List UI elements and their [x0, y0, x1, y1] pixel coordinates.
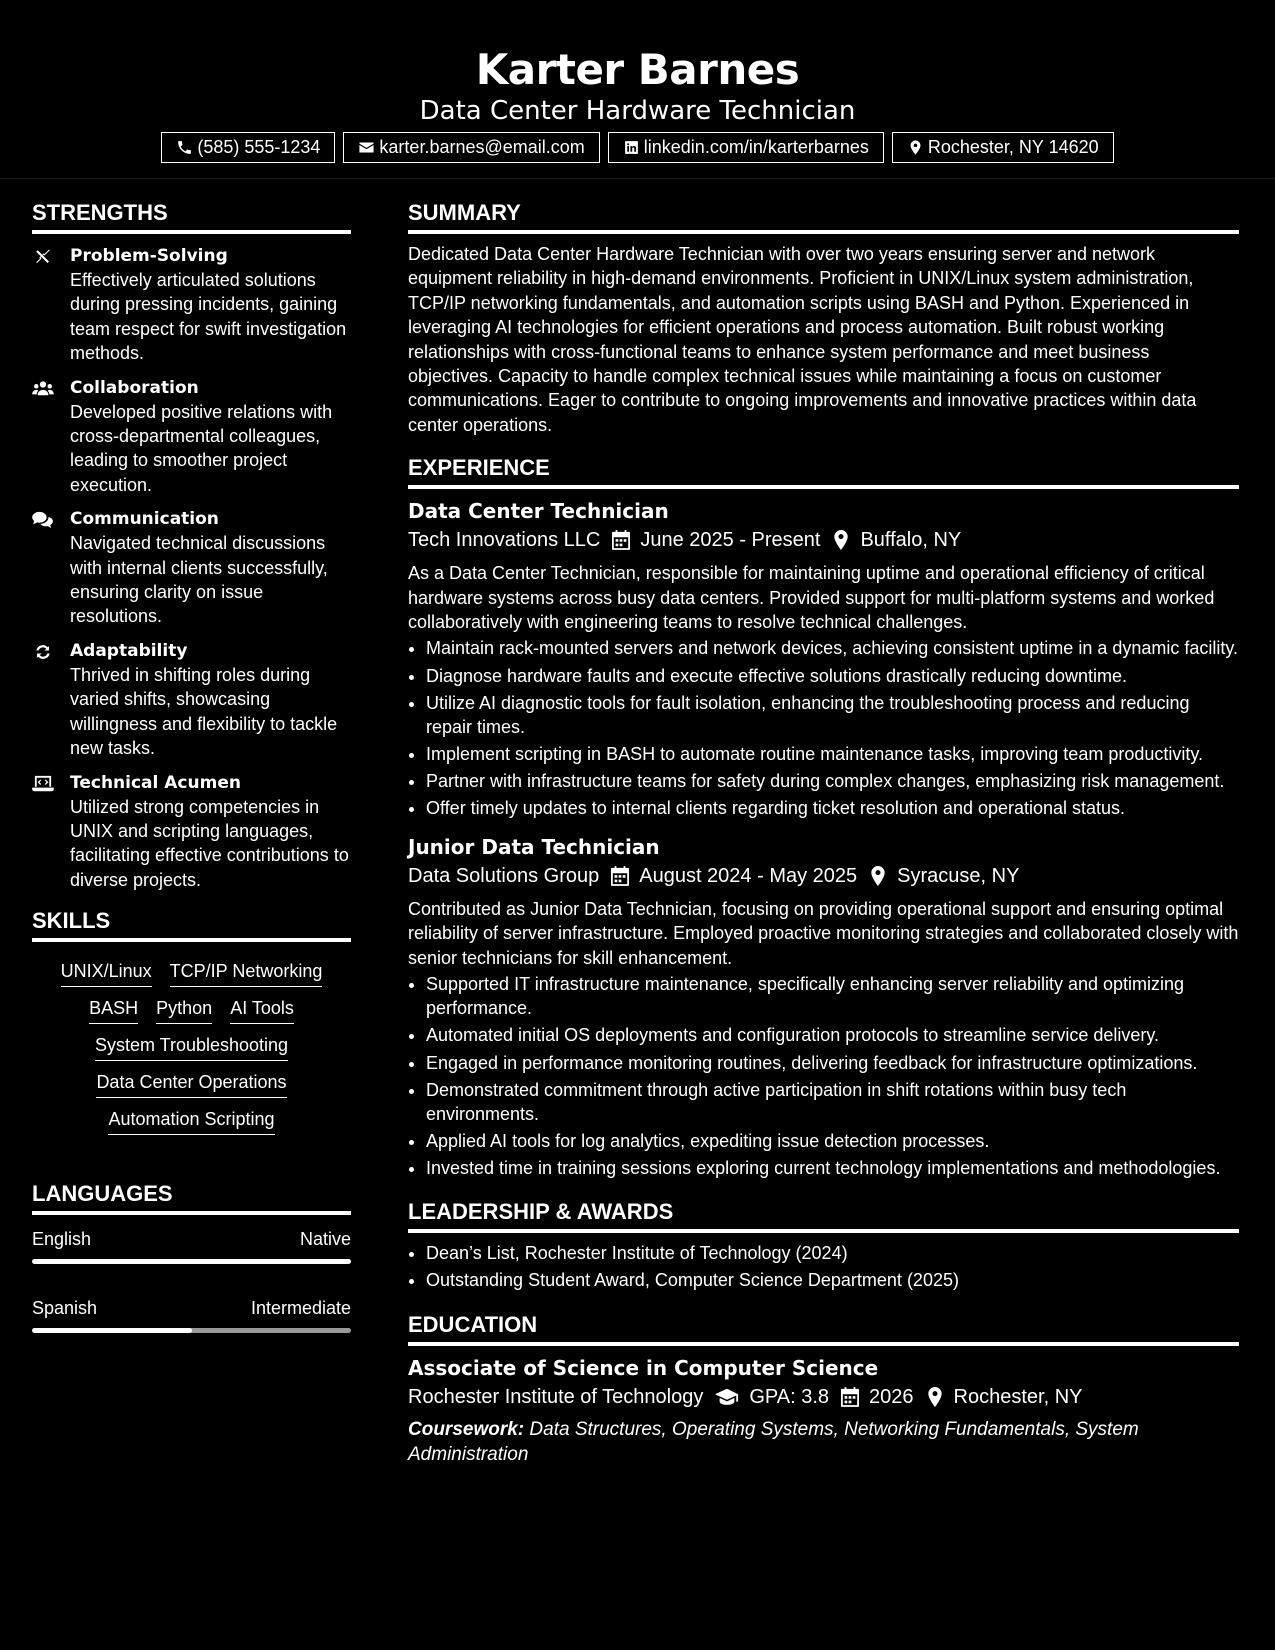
education-gpa: GPA: 3.8	[749, 1386, 830, 1409]
section-title-leadership: LEADERSHIP & AWARDS	[408, 1197, 1239, 1233]
section-title-strengths: STRENGTHS	[32, 198, 351, 234]
job-description: As a Data Center Technician, responsible for maintaining uptime and operational efficiency of critical hardware systems across busy data centers. Provided support for multi-platform systems and worked collaboratively with engineering teams to resolve technical challenges.	[408, 563, 1215, 633]
job-meta	[408, 525, 1239, 555]
coursework-list: Data Structures, Operating Systems, Networking Fundamentals, System Administration	[408, 1419, 1139, 1465]
map-marker-icon	[832, 530, 850, 550]
contact-phone-text: (585) 555-1234	[197, 137, 321, 157]
strength-name: Collaboration	[70, 377, 199, 398]
skill-tag: Data Center Operations	[96, 1071, 286, 1098]
contact-bar	[0, 132, 1275, 163]
language-proficiency-bar	[32, 1328, 351, 1333]
skills-list	[32, 950, 351, 1135]
job-bullets	[408, 972, 1239, 1181]
strength-desc: Navigated technical discussions with internal clients successfully, ensuring clarity on issue resolutions.	[70, 533, 328, 627]
languages-section	[32, 1179, 351, 1333]
strength-item	[32, 376, 351, 498]
job-location: Syracuse, NY	[897, 864, 1020, 887]
map-marker-icon	[926, 1387, 944, 1407]
strength-name: Adaptability	[70, 640, 188, 661]
strength-name: Problem-Solving	[70, 246, 228, 266]
graduation-cap-icon	[715, 1387, 739, 1407]
strength-desc: Developed positive relations with cross-departmental colleagues, leading to smoother project execution.	[70, 401, 333, 495]
skill-tag: TCP/IP Networking	[170, 960, 323, 987]
job-bullet: • Offer timely updates to internal clients regarding ticket resolution and operational status.	[426, 796, 1239, 820]
education-location: Rochester, NY	[953, 1386, 1083, 1409]
contact-location-text: Rochester, NY 14620	[927, 137, 1099, 157]
language-proficiency-fill	[32, 1259, 351, 1264]
envelope-icon	[358, 139, 375, 156]
candidate-title: Data Center Hardware Technician	[419, 96, 856, 126]
job-meta	[408, 861, 1239, 891]
language-item	[32, 1227, 351, 1264]
contact-linkedin[interactable]	[608, 132, 884, 163]
phone-icon	[176, 139, 193, 156]
job-dates: June 2025 - Present	[640, 529, 821, 552]
education-year: 2026	[869, 1386, 914, 1409]
job-title: Junior Data Technician	[408, 834, 660, 859]
language-name: English	[32, 1229, 92, 1250]
job-location: Buffalo, NY	[860, 529, 962, 552]
calendar-icon	[612, 530, 630, 550]
resume-header	[0, 0, 1275, 179]
map-marker-icon	[869, 866, 887, 886]
map-marker-icon	[907, 139, 924, 156]
tools-icon	[32, 248, 54, 266]
coursework-label: Coursework:	[408, 1419, 525, 1441]
strength-item	[32, 244, 351, 366]
strength-item	[32, 639, 351, 761]
job-bullet: • Utilize AI diagnostic tools for fault isolation, enhancing the troubleshooting process and reducing repair times.	[426, 691, 1239, 740]
section-title-experience: EXPERIENCE	[408, 453, 1239, 489]
section-title-skills: SKILLS	[32, 906, 351, 942]
strength-desc: Effectively articulated solutions during pressing incidents, gaining team respect for swift investigation methods.	[70, 270, 347, 364]
award-list	[408, 1241, 1239, 1293]
calendar-icon	[611, 866, 629, 886]
skill-tag: AI Tools	[230, 997, 294, 1024]
contact-linkedin-text: linkedin.com/in/karterbarnes	[643, 137, 869, 157]
job-title: Data Center Technician	[408, 499, 669, 524]
job-entry	[408, 497, 1239, 821]
job-entry	[408, 833, 1239, 1181]
section-title-education: EDUCATION	[408, 1310, 1239, 1346]
strength-desc: Utilized strong competencies in UNIX and scripting languages, facilitating effective contributions to diverse projects.	[70, 796, 349, 890]
comments-icon	[32, 511, 54, 529]
language-level: Intermediate	[250, 1298, 351, 1319]
award-item: • Dean’s List, Rochester Institute of Technology (2024)	[426, 1241, 1239, 1265]
award-item: • Outstanding Student Award, Computer Science Department (2025)	[426, 1268, 1239, 1292]
strengths-section	[32, 198, 351, 892]
language-item	[32, 1296, 351, 1333]
language-proficiency-bar	[32, 1259, 351, 1264]
job-bullet: • Demonstrated commitment through active participation in shift rotations within busy tech environments.	[426, 1078, 1239, 1127]
job-bullet: • Diagnose hardware faults and execute effective solutions drastically reducing downtime.	[426, 664, 1239, 688]
candidate-name: Karter Barnes	[475, 45, 800, 94]
laptop-code-icon	[32, 775, 54, 793]
language-level: Native	[299, 1229, 351, 1250]
education-meta	[408, 1382, 1239, 1412]
strength-desc: Thrived in shifting roles during varied shifts, showcasing willingness and flexibility to tackle new tasks.	[70, 664, 338, 759]
education-section	[408, 1310, 1239, 1467]
sync-icon	[32, 643, 54, 661]
calendar-icon	[841, 1387, 859, 1407]
strength-item	[32, 771, 351, 893]
job-bullet: • Partner with infrastructure teams for safety during complex changes, emphasizing risk management.	[426, 769, 1239, 793]
job-bullet: • Automated initial OS deployments and configuration protocols to streamline service delivery.	[426, 1023, 1239, 1047]
job-company: Data Solutions Group	[408, 864, 600, 887]
job-bullet: • Maintain rack-mounted servers and network devices, achieving consistent uptime in a dynamic facility.	[426, 636, 1239, 660]
coursework	[408, 1418, 1239, 1467]
job-bullets	[408, 636, 1239, 820]
skill-tag: System Troubleshooting	[95, 1034, 288, 1061]
skill-tag: UNIX/Linux	[61, 960, 152, 987]
users-icon	[32, 380, 54, 398]
contact-email[interactable]	[343, 132, 599, 163]
summary-text: Dedicated Data Center Hardware Technician with over two years ensuring server and network equipment reliability in high-demand environments. Proficient in UNIX/Linux system administration, TCP/IP networking fundamentals, and automation scripts using BASH and Python. Experienced in leveraging AI technologies for efficient operations and process automation. Built robust working relationships with cross-functional teams to enhance system performance and meet business objectives. Capacity to handle complex technical issues while maintaining a focus on customer communications. Eager to contribute to ongoing improvements and innovative practices within data center operations.	[408, 244, 1197, 435]
strength-name: Technical Acumen	[70, 772, 241, 793]
job-bullet: • Supported IT infrastructure maintenance, specifically enhancing server reliability and optimizing performance.	[426, 972, 1239, 1021]
job-dates: August 2024 - May 2025	[639, 864, 858, 887]
school-name: Rochester Institute of Technology	[408, 1386, 704, 1409]
left-column	[32, 198, 351, 1333]
language-name: Spanish	[32, 1298, 98, 1319]
job-description: Contributed as Junior Data Technician, focusing on providing operational support and ensuring optimal reliability of server infrastructure. Employed proactive monitoring strategies and collaborated closely with senior technicians for skill enhancement.	[408, 898, 1239, 968]
language-proficiency-fill	[32, 1328, 192, 1333]
strength-name: Communication	[70, 509, 219, 530]
right-column	[408, 198, 1239, 1467]
contact-email-text: karter.barnes@email.com	[379, 137, 585, 157]
section-title-languages: LANGUAGES	[32, 1179, 351, 1215]
skill-tag: Automation Scripting	[108, 1108, 274, 1135]
contact-location	[892, 132, 1114, 163]
leadership-section	[408, 1197, 1239, 1293]
job-company: Tech Innovations LLC	[408, 529, 601, 552]
strength-item	[32, 507, 351, 629]
skill-tag: BASH	[89, 997, 138, 1024]
skill-tag: Python	[156, 997, 212, 1024]
degree-name: Associate of Science in Computer Science	[408, 1356, 879, 1381]
section-title-summary: SUMMARY	[408, 198, 1239, 234]
skills-section	[32, 906, 351, 1135]
job-bullet: • Implement scripting in BASH to automate routine maintenance tasks, improving team productivity.	[426, 742, 1239, 766]
contact-phone[interactable]	[161, 132, 335, 163]
summary-section	[408, 198, 1239, 437]
linkedin-icon	[623, 139, 640, 156]
job-bullet: • Engaged in performance monitoring routines, delivering feedback for infrastructure optimizations.	[426, 1051, 1239, 1075]
experience-section	[408, 453, 1239, 1180]
job-bullet: • Applied AI tools for log analytics, expediting issue detection processes.	[426, 1129, 1239, 1153]
job-bullet: • Invested time in training sessions exploring current technology implementations and methodologies.	[426, 1156, 1239, 1180]
